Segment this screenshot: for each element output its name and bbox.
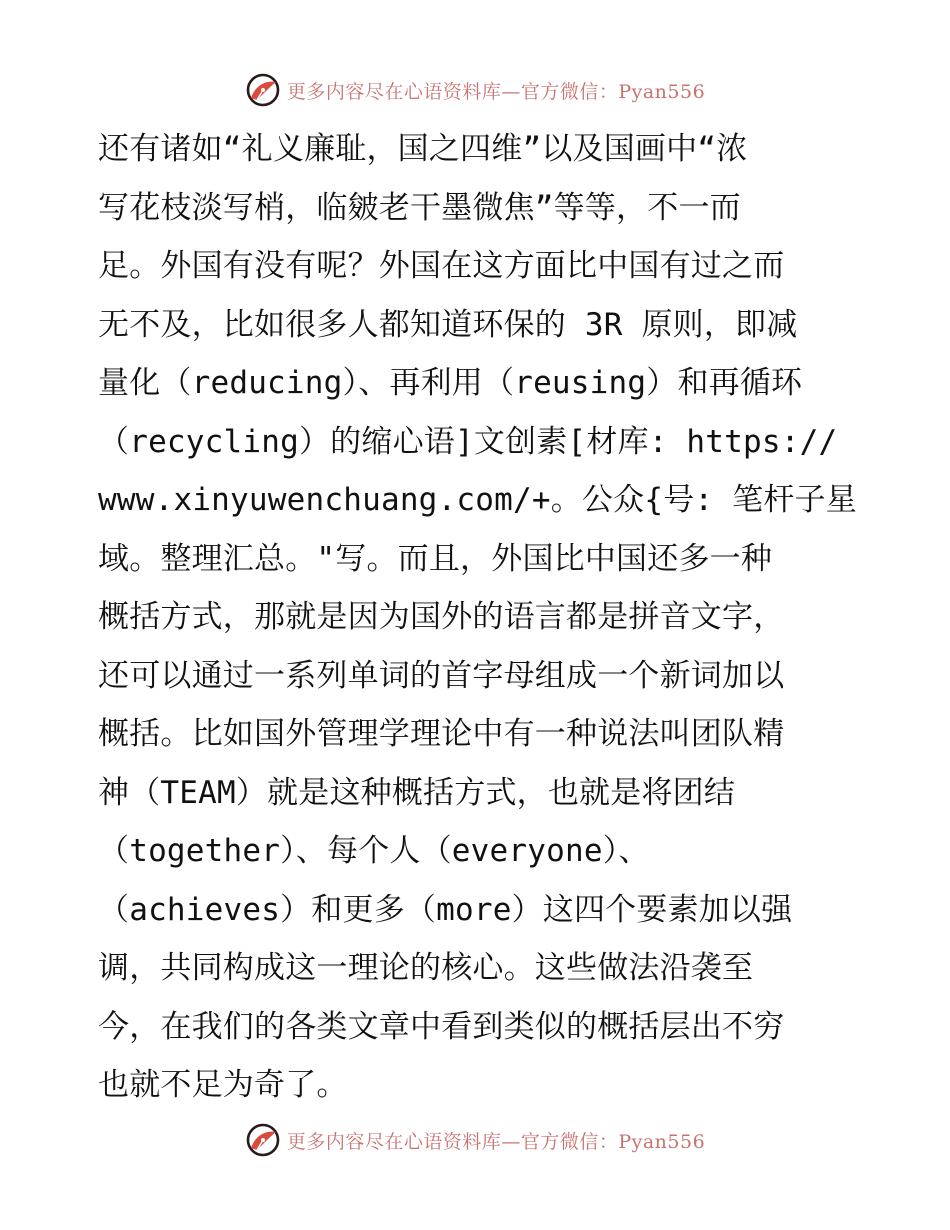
text-line: www.xinyuwenchuang.com/+。公众{号: 笔杆子星 [98, 482, 857, 518]
text-line: 也就不足为奇了。 [98, 1067, 348, 1103]
header-banner [0, 72, 950, 108]
text-line: 今，在我们的各类文章中看到类似的概括层出不穷 [98, 1008, 785, 1045]
text-line: 概括。比如国外管理学理论中有一种说法叫团队精 [98, 716, 785, 752]
pen-nib-logo-icon [245, 72, 281, 108]
text-line: 还有诸如“礼义廉耻，国之四维”以及国画中“浓 [98, 131, 748, 167]
header-banner-text: 更多内容尽在心语资料库—官方微信：Pyan556 [286, 80, 706, 103]
text-line: 神（TEAM）就是这种概括方式，也就是将团结 [98, 774, 736, 811]
pen-nib-logo-icon [245, 1122, 281, 1158]
text-line: 无不及，比如很多人都知道环保的 3R 原则，即减 [98, 306, 798, 343]
text-line: 域。整理汇总。"写。而且，外国比中国还多一种 [98, 540, 773, 577]
text-line: 足。外国有没有呢？外国在这方面比中国有过之而 [98, 248, 785, 284]
text-line: 量化（reducing）、再利用（reusing）和再循环 [98, 365, 803, 401]
text-line: 还可以通过一系列单词的首字母组成一个新词加以 [98, 657, 785, 694]
footer-banner-text: 更多内容尽在心语资料库—官方微信：Pyan556 [286, 1130, 706, 1153]
text-line: （together）、每个人（everyone）、 [98, 833, 650, 869]
text-line: （recycling）的缩心语]文创素[材库: https:// [98, 423, 838, 460]
footer-banner [0, 1122, 950, 1158]
text-line: 概括方式，那就是因为国外的语言都是拼音文字， [98, 599, 785, 635]
text-line: 写花枝淡写梢，临皴老干墨微焦”等等，不一而 [98, 189, 741, 226]
text-line: 调，共同构成这一理论的核心。这些做法沿袭至 [98, 950, 754, 986]
text-line: （achieves）和更多（more）这四个要素加以强 [98, 891, 793, 928]
document-body [98, 120, 858, 1115]
